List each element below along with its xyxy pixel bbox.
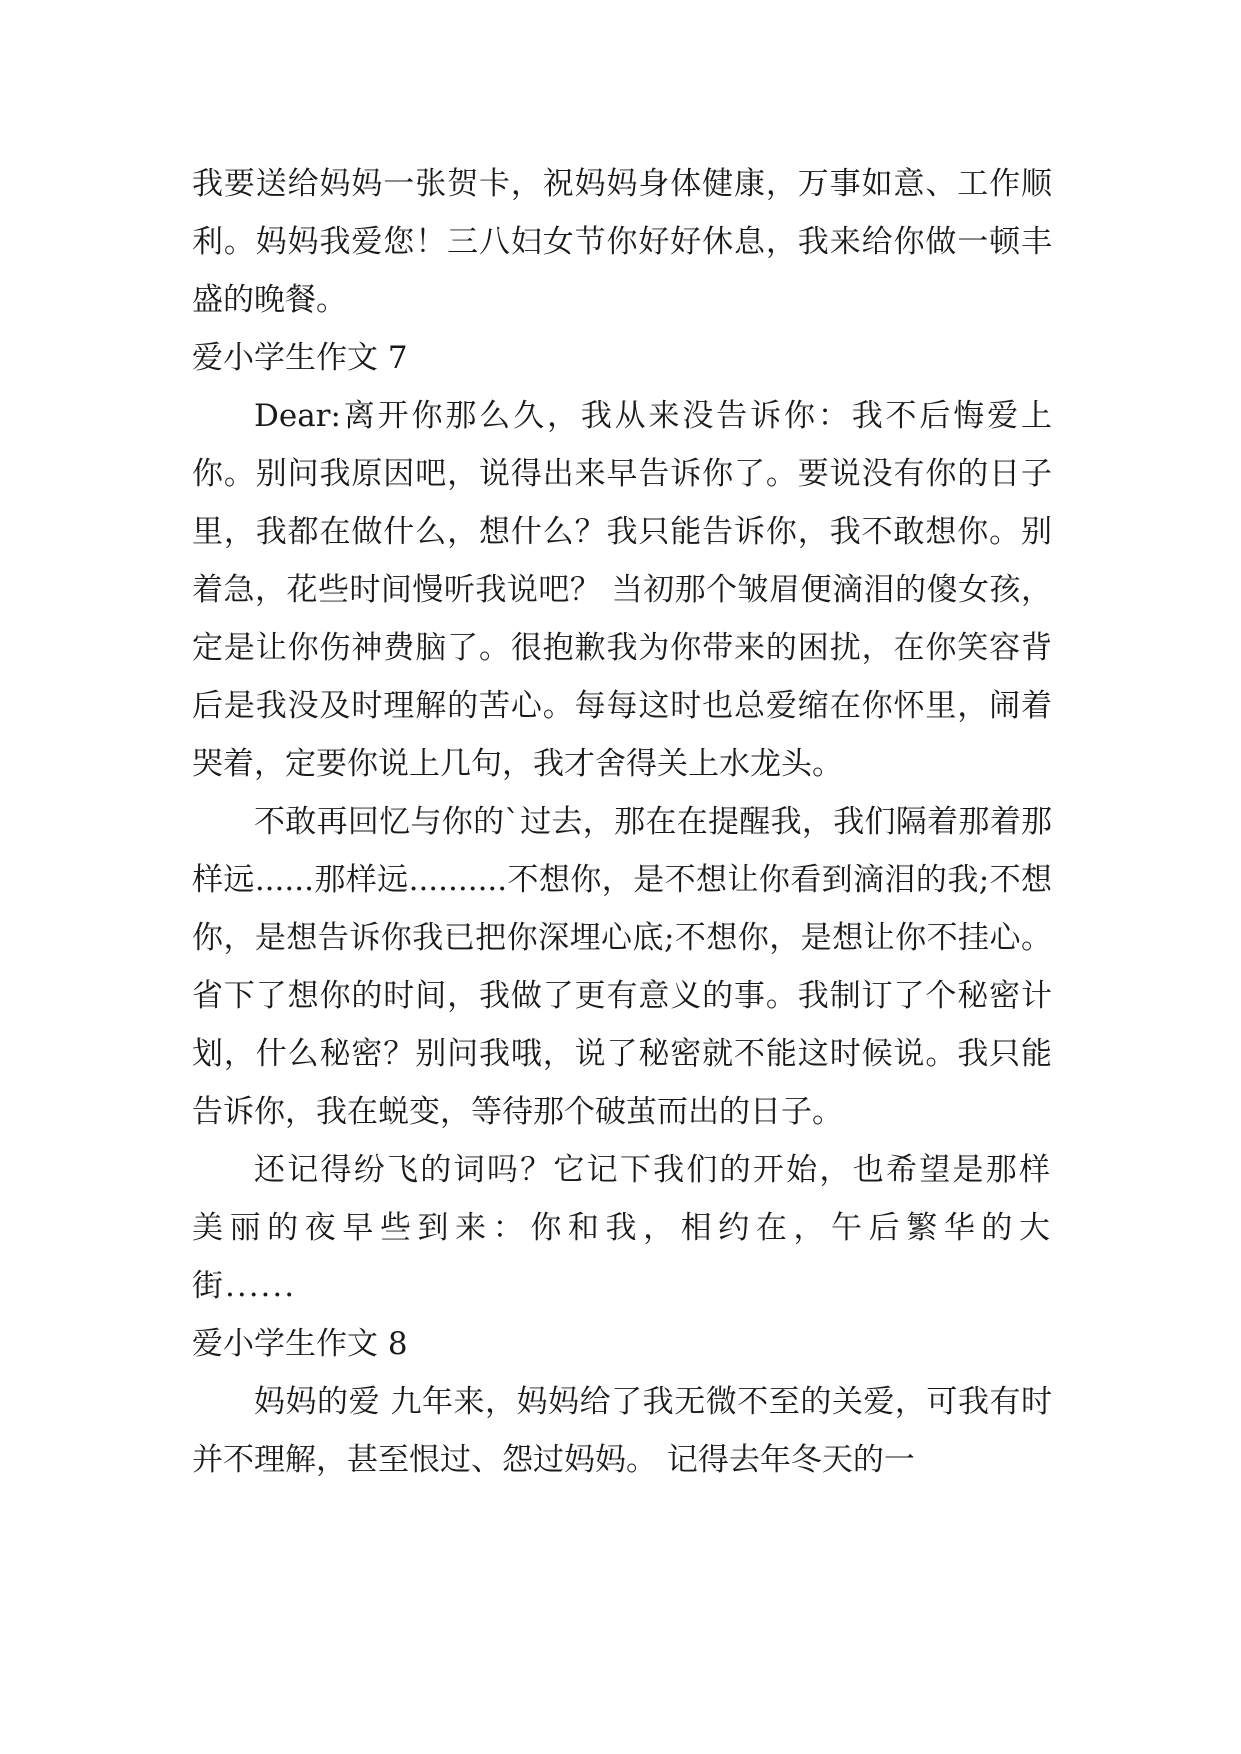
document-body [192, 155, 1052, 1489]
paragraph-2: Dear:离开你那么久，我从来没告诉你：我不后悔爱上你。别问我原因吧，说得出来早告诉你了。要说没有你的日子里，我都在做什么，想什么？我只能告诉你，我不敢想你。别着急，花些时间慢听我说吧？ 当初那个皱眉便滴泪的傻女孩，定是让你伤神费脑了。很抱歉我为你带来的困扰，在你笑容背后是我没及时理解的苦心。每每这时也总爱缩在你怀里，闹着哭着，定要你说上几句，我才舍得关上水龙头。 [192, 398, 1052, 782]
paragraph-4: 还记得纷飞的词吗？它记下我们的开始，也希望是那样美丽的夜早些到来：你和我，相约在，午后繁华的大街...... [192, 1152, 1052, 1304]
paragraph-1: 我要送给妈妈一张贺卡，祝妈妈身体健康，万事如意、工作顺利。妈妈我爱您！三八妇女节你好好休息，我来给你做一顿丰盛的晚餐。 [192, 166, 1052, 318]
section-heading-8: 爱小学生作文 8 [192, 1326, 408, 1362]
paragraph-3: 不敢再回忆与你的`过去，那在在提醒我，我们隔着那着那样远......那样远..........不想你，是不想让你看到滴泪的我;不想你，是想告诉你我已把你深埋心底;不想你，是想让你不挂心。省下了想你的时间，我做了更有意义的事。我制订了个秘密计划，什么秘密？别问我哦，说了秘密就不能这时候说。我只能告诉你，我在蜕变，等待那个破茧而出的日子。 [192, 804, 1052, 1130]
paragraph-5: 妈妈的爱 九年来，妈妈给了我无微不至的关爱，可我有时并不理解，甚至恨过、怨过妈妈。 记得去年冬天的一 [192, 1384, 1052, 1478]
section-heading-7: 爱小学生作文 7 [192, 340, 408, 376]
